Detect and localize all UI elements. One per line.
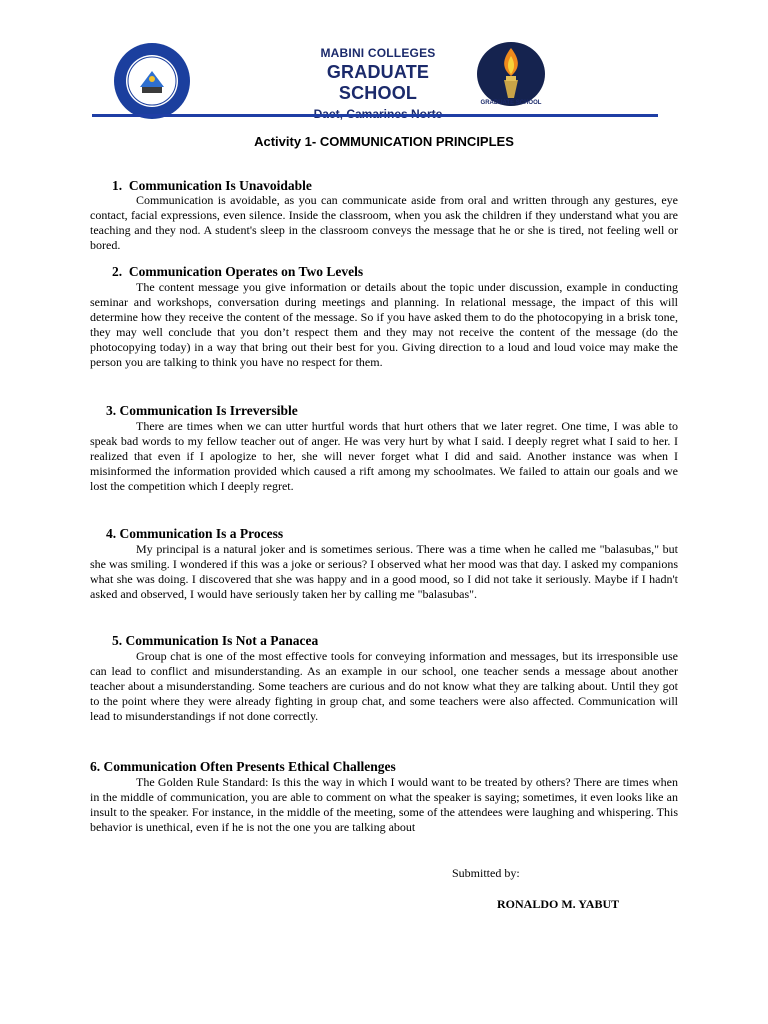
section-4-body	[90, 542, 678, 602]
author-name: RONALDO M. YABUT	[497, 897, 620, 911]
section-3-body	[90, 419, 678, 494]
section-heading: 5. Communication Is Not a Panacea	[112, 633, 319, 648]
section-heading: 3. Communication Is Irreversible	[106, 403, 298, 418]
section-body: The Golden Rule Standard: Is this the way in which I would want to be treated by others? There are times when in the middle of communication, you are able to comment on what the speaker is saying; sometimes, it even looks like an insult to the speaker. For instance, in the middle of the meeting, some of the attendees were laughing and whispering. This behavior is unethical, even if he is not the one you are talking about	[90, 775, 678, 834]
section-body: Communication is avoidable, as you can communicate aside from oral and written through any gestures, eye contact, facial expressions, even silence. Inside the classroom, when you ask the children if they understand what you are teaching and they nod. A student's sleep in the classroom conveys the message that he or she is tired, not feeling well or bored.	[90, 193, 678, 252]
section-heading: 2. Communication Operates on Two Levels	[112, 264, 364, 279]
section-1	[112, 178, 677, 194]
section-body: There are times when we can utter hurtful words that hurt others that we later regret. One time, I was able to speak bad words to my fellow teacher out of anger. He was very hurt by what I said. I deeply regret what I said to her. I realized that even if I apologize to her, she will never forget what I did and said. Another instance was when I misinformed the information provided which caused a rift among my schoolmates. We failed to attain our goals and we lost the competition which I deeply regret.	[90, 419, 678, 493]
section-5	[112, 633, 677, 649]
section-6-body	[90, 775, 678, 835]
school-division: GRADUATE SCHOOL	[326, 62, 430, 103]
section-2	[112, 264, 677, 280]
section-body: My principal is a natural joker and is sometimes serious. There was a time when he called me "balasubas," but she was smiling. I wondered if this was a joke or serious? I observed what her mood was that day. I asked my companions what she was doing. I discovered that she was happy and in a good mood, so I did not take it seriously. Maybe if I hadn't asked and observed, I would have seriously taken her by calling me "balasubas".	[90, 542, 678, 601]
header-divider	[92, 114, 658, 117]
section-heading: 4. Communication Is a Process	[106, 526, 284, 541]
section-heading: 6. Communication Often Presents Ethical Challenges	[90, 759, 396, 774]
school-name-block	[288, 46, 468, 121]
section-body: The content message you give information or details about the topic under discussion, example in conducting seminar and workshops, conversation during meetings and planning. In relational message, the impact of this will determine how they receive the content of the message. So if you have asked them to do the photocopying in a brisk tone, they may well conclude that you don’t respect them and they may not receive the content of the message (do the photocopying today) in a way that bring out their best for you. Giving direction to a loud and loud voice may make the person you are talking to think you have no respect for them.	[90, 280, 678, 369]
section-2-body	[90, 280, 678, 370]
college-name: MABINI COLLEGES	[320, 46, 436, 60]
document-title: Activity 1- COMMUNICATION PRINCIPLES	[254, 134, 514, 149]
section-1-body	[90, 193, 678, 253]
section-body: Group chat is one of the most effective tools for conveying information and messages, but its irresponsible use can lead to conflict and misunderstanding. As an example in our school, one teacher sends a message about another teacher about a misunderstanding. Some teachers are curious and do not know what they are talking about. Until they got to the point where they were already fighting in group chat, and some teachers were also affected. Communication will lead to misunderstandings if not done correctly.	[90, 649, 678, 723]
torch-caption: GRADUATE SCHOOL	[480, 100, 542, 106]
section-4	[106, 526, 676, 542]
section-heading: 1. Communication Is Unavoidable	[112, 178, 312, 193]
section-3	[106, 403, 676, 419]
submitted-by-label: Submitted by:	[452, 866, 520, 880]
section-5-body	[90, 649, 678, 724]
section-6	[90, 759, 678, 775]
college-seal-icon	[112, 41, 192, 121]
